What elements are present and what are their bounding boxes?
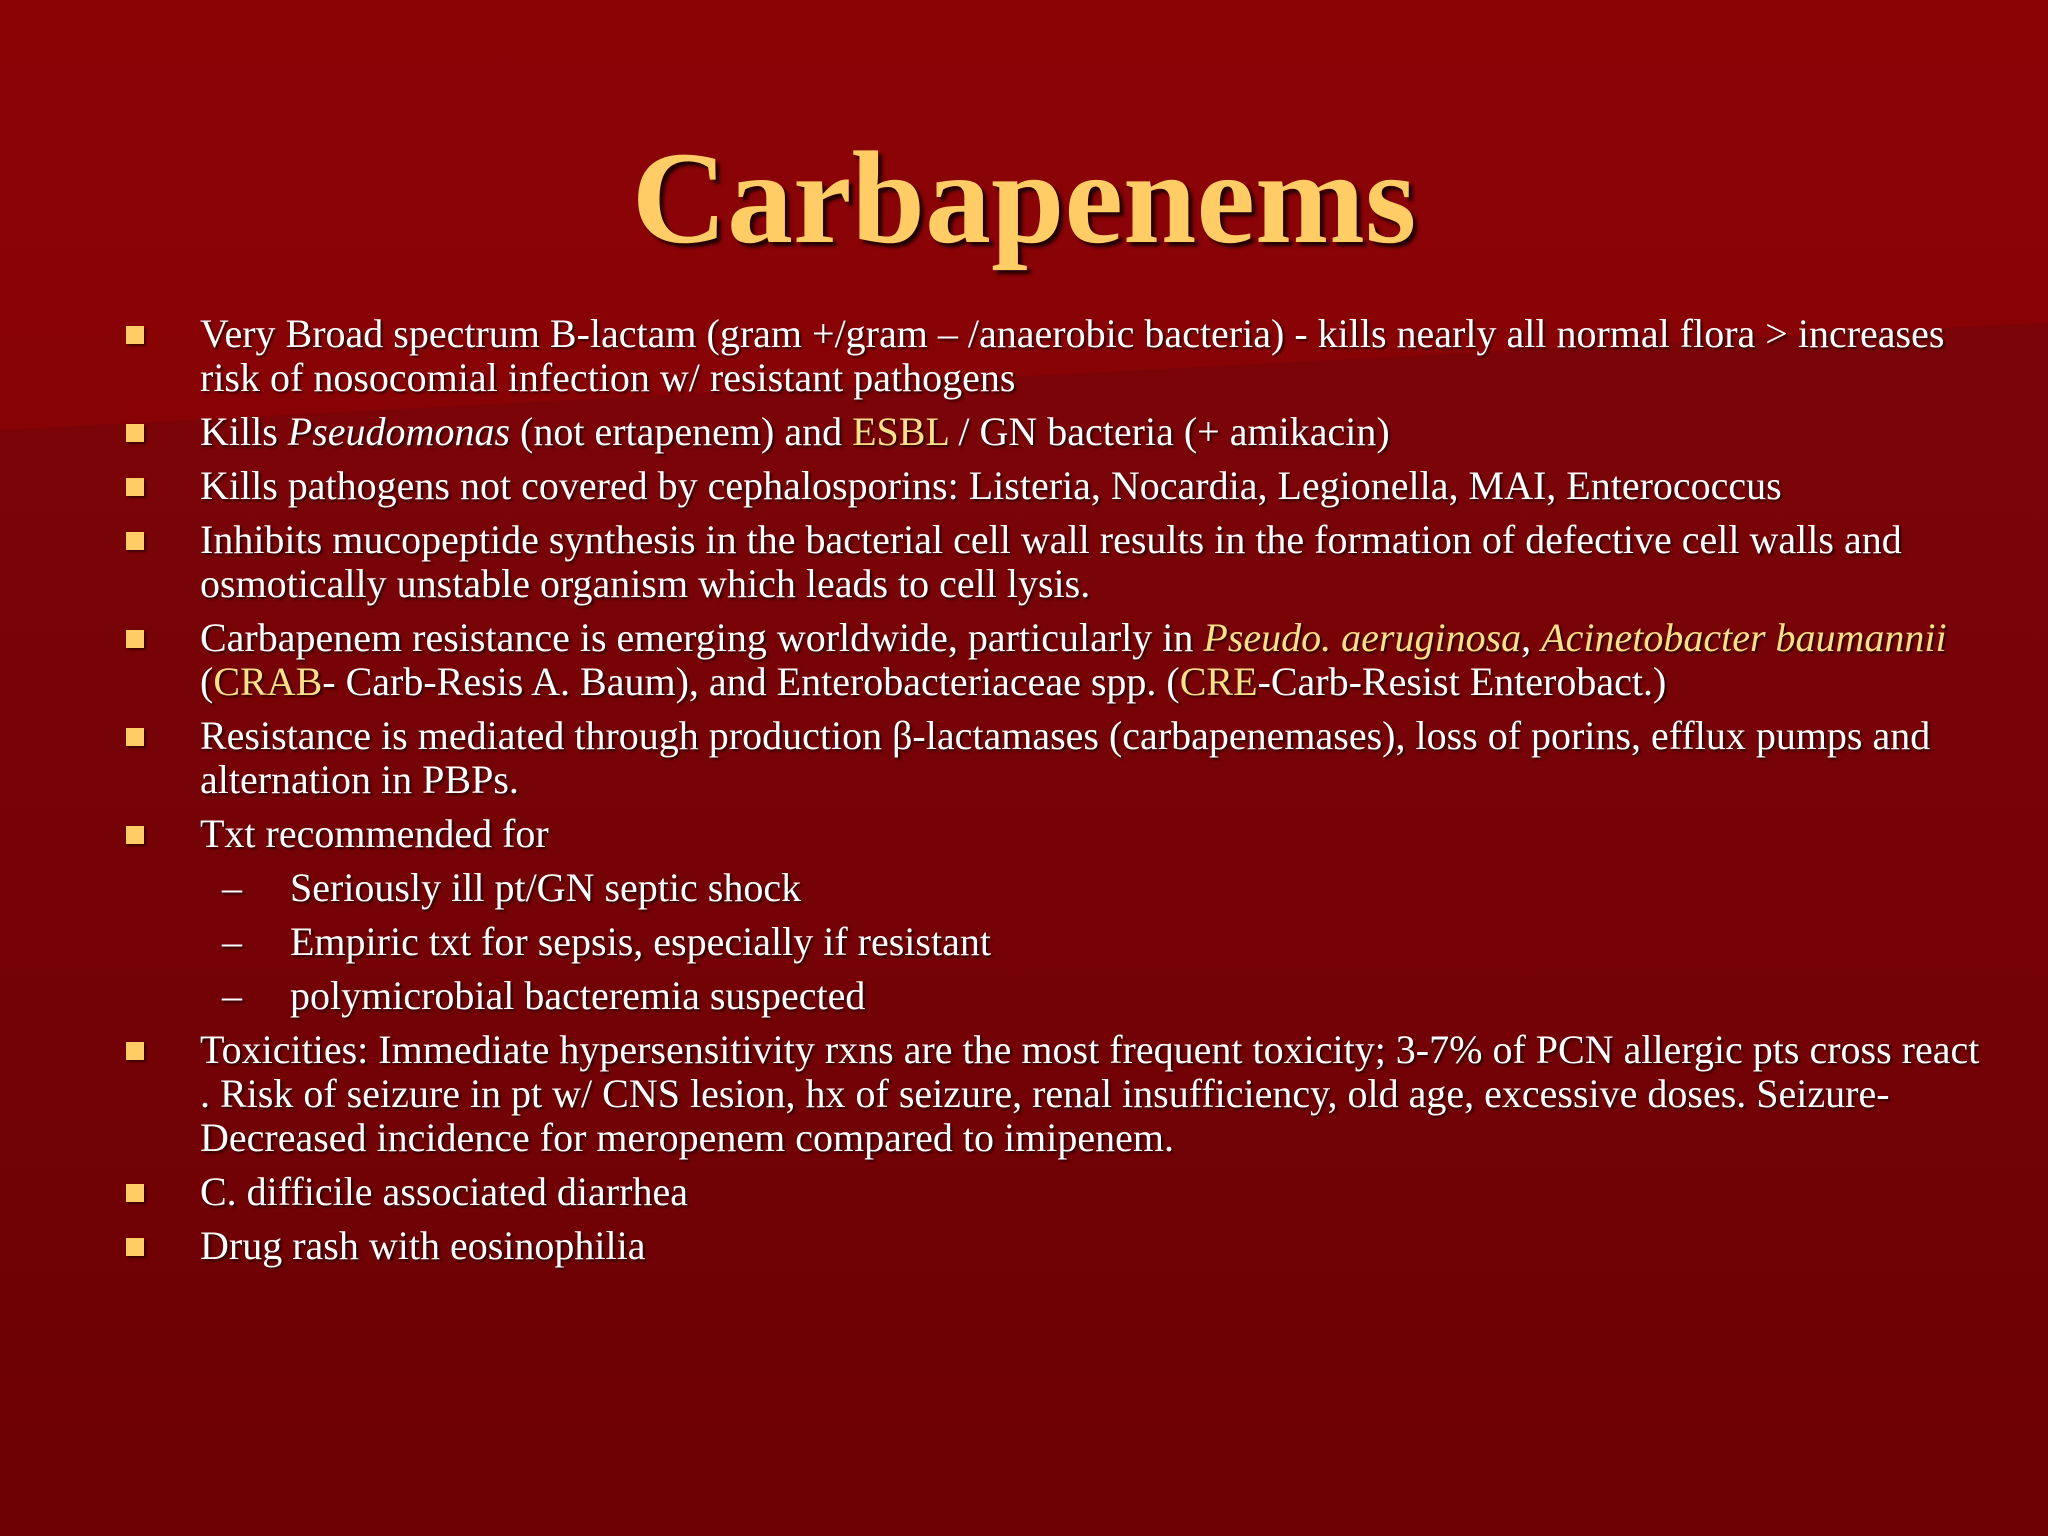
square-bullet-icon: [126, 532, 144, 550]
organism-name: Acinetobacter baumannii: [1541, 615, 1947, 660]
bullet-text-part: Carbapenem resistance is emerging worldwide, particularly in: [200, 615, 1204, 660]
bullet-item: [122, 312, 1992, 400]
square-bullet-icon: [126, 1042, 144, 1060]
bullet-text-part: -Carb-Resist Enterobact.): [1257, 659, 1667, 704]
bullet-text: Drug rash with eosinophilia: [200, 1223, 646, 1268]
organism-name: Pseudomonas: [287, 409, 511, 454]
bullet-text-part: Kills: [200, 409, 288, 454]
bullet-item: [122, 518, 1992, 606]
bullet-text-part: (: [200, 659, 214, 704]
bullet-text: Very Broad spectrum B-lactam (gram +/gram – /anaerobic bacteria) - kills nearly all normal flora > increases risk of nosocomial infection w/ resistant pathogens: [200, 311, 1945, 400]
sub-bullet-text: Seriously ill pt/GN septic shock: [290, 865, 802, 910]
bullet-item: [122, 1224, 1992, 1268]
slide-title: Carbapenems: [631, 124, 1417, 271]
highlight-term: ESBL: [852, 409, 949, 454]
bullet-text-part: / GN bacteria (+ amikacin): [948, 409, 1390, 454]
bullet-text: C. difficile associated diarrhea: [200, 1169, 688, 1214]
bullet-text-part: - Carb-Resis A. Baum), and Enterobacteriaceae spp. (: [322, 659, 1180, 704]
square-bullet-icon: [126, 424, 144, 442]
square-bullet-icon: [126, 728, 144, 746]
bullet-text: Kills pathogens not covered by cephalosporins: Listeria, Nocardia, Legionella, MAI, Enterococcus: [200, 463, 1782, 508]
square-bullet-icon: [126, 1238, 144, 1256]
bullet-item: [122, 616, 1992, 704]
bullet-list: [122, 312, 1992, 1268]
dash-marker: –: [222, 973, 242, 1018]
bullet-text: Resistance is mediated through production β-lactamases (carbapenemases), loss of porins, efflux pumps and alternation in PBPs.: [200, 713, 1931, 802]
bullet-item: [122, 714, 1992, 802]
highlight-term: CRE: [1179, 659, 1258, 704]
bullet-text: Toxicities: Immediate hypersensitivity rxns are the most frequent toxicity; 3-7% of PCN allergic pts cross react . Risk of seizure in pt w/ CNS lesion, hx of seizure, renal insufficiency, old age, excessive doses. Seizure- Decreased incidence for meropenem compared to imipenem.: [200, 1027, 1980, 1160]
square-bullet-icon: [126, 1184, 144, 1202]
bullet-text: Inhibits mucopeptide synthesis in the bacterial cell wall results in the formation of defective cell walls and osmotically unstable organism which leads to cell lysis.: [200, 517, 1902, 606]
square-bullet-icon: [126, 630, 144, 648]
bullet-text-part: (not ertapenem) and: [510, 409, 853, 454]
dash-marker: –: [222, 865, 242, 910]
dash-marker: –: [222, 919, 242, 964]
bullet-item: [122, 464, 1992, 508]
sub-bullet-text: Empiric txt for sepsis, especially if resistant: [290, 919, 991, 964]
bullet-text: Txt recommended for: [200, 811, 549, 856]
bullet-item: [122, 1170, 1992, 1214]
sub-bullet-item: [122, 920, 1992, 964]
highlight-term: CRAB: [213, 659, 323, 704]
bullet-text-part: ,: [1521, 615, 1542, 660]
organism-name: Pseudo. aeruginosa: [1203, 615, 1522, 660]
square-bullet-icon: [126, 826, 144, 844]
sub-bullet-text: polymicrobial bacteremia suspected: [290, 973, 866, 1018]
slide-content: [122, 312, 1992, 1278]
bullet-item: [122, 410, 1992, 454]
bullet-item: [122, 1028, 1992, 1160]
sub-bullet-item: [122, 866, 1992, 910]
sub-bullet-item: [122, 974, 1992, 1018]
bullet-item: [122, 812, 1992, 856]
square-bullet-icon: [126, 326, 144, 344]
square-bullet-icon: [126, 478, 144, 496]
